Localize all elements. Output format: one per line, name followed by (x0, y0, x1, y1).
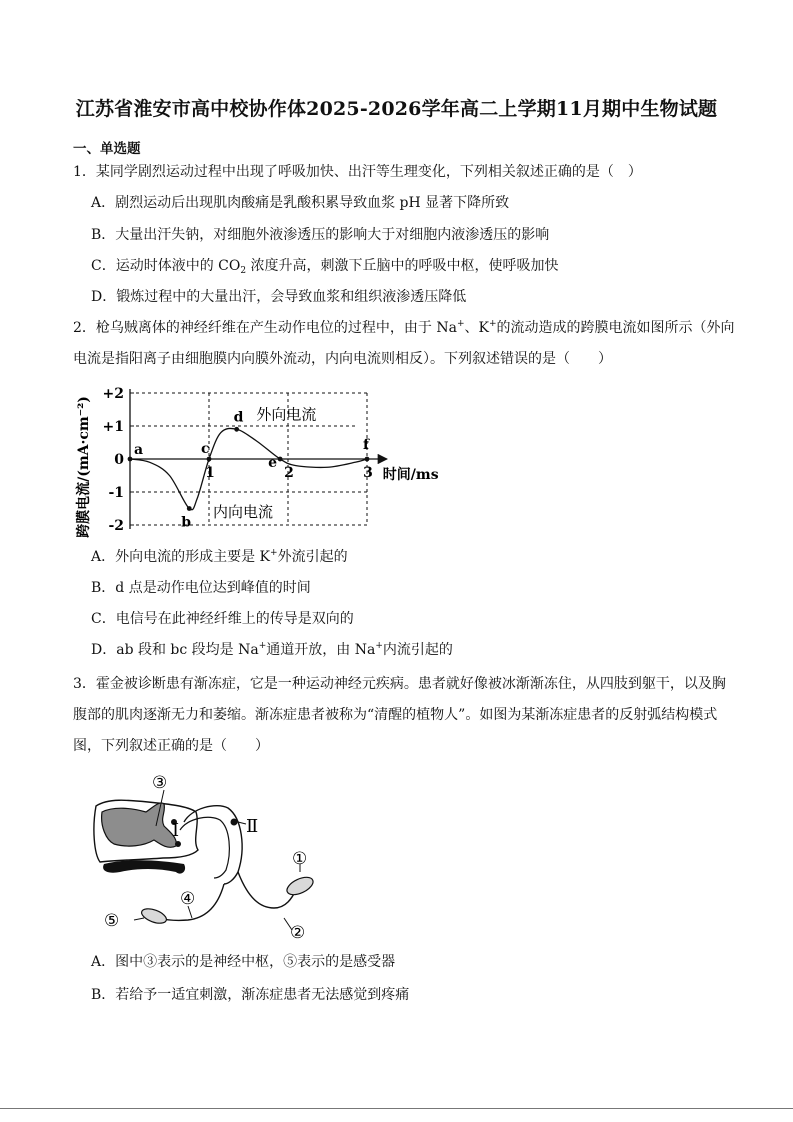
reflex-arc-diagram (88, 768, 328, 948)
q2-option-b: B．d 点是动作电位达到峰值的时间 (91, 580, 311, 596)
ventral-root-band (103, 860, 185, 873)
page-bottom-rule (0, 1108, 793, 1109)
label-5: ⑤ (104, 911, 120, 931)
grey-matter (102, 803, 180, 847)
label-4: ④ (180, 889, 196, 909)
point-label-c: c (201, 441, 210, 457)
x-tick-label: 2 (284, 465, 294, 481)
q1-option-b: B．大量出汗失钠，对细胞外液渗透压的影响大于对细胞内液渗透压的影响 (91, 227, 550, 243)
point-marker-b (187, 506, 192, 511)
q3-stem-line2: 腹部的肌肉逐渐无力和萎缩。渐冻症患者被称为“清醒的植物人”。如图为某渐冻症患者的反射弧结构模式 (73, 707, 718, 723)
q2-stem-line2: 电流是指阳离子由细胞膜内向膜外流动，内向电流则相反）。下列叙述错误的是（ ） (73, 351, 612, 367)
q1-option-c: C．运动时体液中的 $CO_2$ 浓度升高，刺激下丘脑中的呼吸中枢，使呼吸加快 (91, 258, 559, 276)
point-marker-c (207, 457, 212, 462)
sensory-pathway-inner (180, 817, 229, 878)
label-I: Ⅰ (172, 820, 180, 841)
annotation-inward-current: 内向电流 (212, 502, 273, 521)
point-label-f: f (363, 437, 370, 453)
q1-stem: 1．某同学剧烈运动过程中出现了呼吸加快、出汗等生理变化，下列相关叙述正确的是（ ） (73, 164, 642, 180)
q3-stem-line3: 图，下列叙述正确的是（ ） (73, 738, 269, 754)
q1-option-d: D．锻炼过程中的大量出汗，会导致血浆和组织液渗透压降低 (91, 289, 467, 305)
y-tick-label: +2 (102, 386, 124, 402)
point-label-e: e (268, 455, 278, 471)
interneuron-node (175, 841, 181, 847)
paper-title: 江苏省淮安市高中校协作体2025-2026学年高二上学期11月期中生物试题 (75, 98, 718, 120)
q3-option-b: B．若给予一适宜刺激，渐冻症患者无法感觉到疼痛 (91, 987, 410, 1003)
q3-stem-line1: 3．霍金被诊断患有渐冻症，它是一种运动神经元疾病。患者就好像被冰渐渐冻住，从四肢到躯干，以及胸 (73, 676, 726, 692)
effector (140, 906, 169, 926)
q2-option-d: D．ab 段和 bc 段均是 Na+通道开放，由 Na+内流引起的 (91, 641, 453, 658)
y-tick-label: -2 (108, 518, 124, 534)
q3-option-a: A．图中③表示的是神经中枢，⑤表示的是感受器 (91, 954, 396, 970)
y-tick-label: +1 (102, 419, 124, 435)
point-label-d: d (233, 409, 244, 426)
membrane-current-chart (68, 375, 468, 547)
point-marker-d (234, 427, 239, 432)
point-label-b: b (181, 514, 192, 531)
chart-xlabel: 时间/ms (382, 467, 439, 483)
y-tick-label: -1 (108, 485, 124, 501)
q1-option-a: A．剧烈运动后出现肌肉酸痛是乳酸积累导致血浆 pH 显著下降所致 (91, 195, 510, 211)
q2-option-c: C．电信号在此神经纤维上的传导是双向的 (91, 611, 354, 627)
annotation-outward-current: 外向电流 (256, 405, 317, 424)
current-curve (130, 428, 367, 509)
point-label-a: a (134, 442, 144, 458)
x-tick-label: 1 (205, 465, 215, 481)
x-tick-label: 3 (363, 465, 373, 481)
q2-stem-line1: 2．枪乌贼离体的神经纤维在产生动作电位的过程中，由于 Na+、K+的流动造成的跨膜电流如图所示（外向 (73, 319, 735, 336)
receptor (284, 874, 315, 899)
y-tick-label: 0 (114, 452, 124, 468)
ganglion-node (231, 819, 238, 826)
point-marker-a (128, 457, 133, 462)
label-II: Ⅱ (246, 816, 259, 837)
label-2: ② (290, 923, 306, 943)
point-marker-f (365, 457, 370, 462)
q2-option-a: A．外向电流的形成主要是 K+外流引起的 (91, 548, 348, 565)
label-3: ③ (152, 773, 168, 793)
label-1: ① (292, 849, 308, 869)
chart-ylabel: 跨膜电流/(mA·cm⁻²) (76, 396, 92, 538)
section-heading: 一、单选题 (73, 141, 141, 157)
point-marker-e (278, 457, 283, 462)
